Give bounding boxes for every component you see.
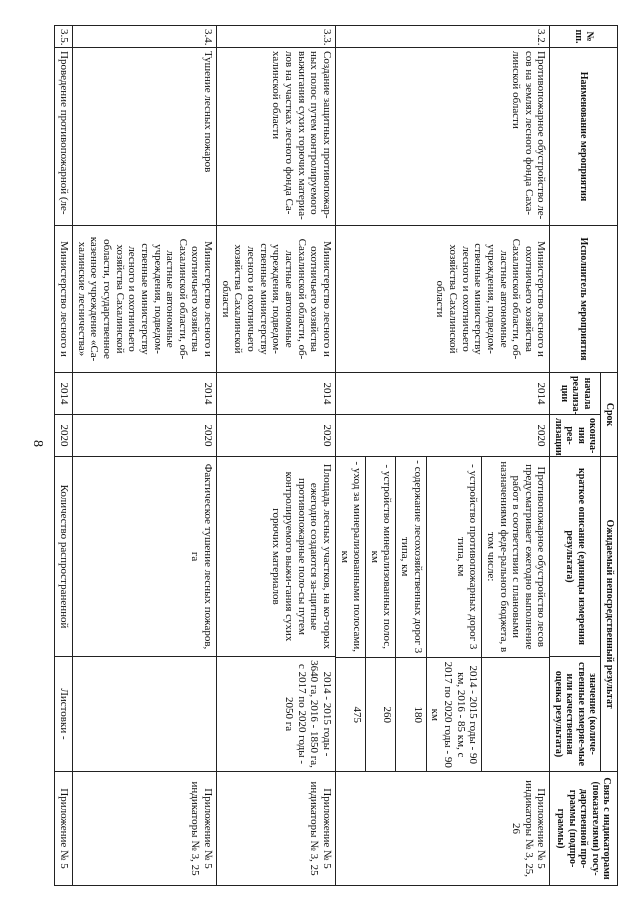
result-desc: Площадь лесных участков, на ко-торых ежегодно создаются за-щитные противопожарные поло-сы путем контролируемого выжи-гания сухих горючих материалов [217, 457, 336, 657]
row-indicator: Приложение № 5 индикаторы № 3, 25, 26 [335, 772, 550, 886]
result-value: 475 [336, 657, 366, 772]
row-end: 2020 [217, 415, 336, 457]
result-value [482, 657, 550, 772]
header-result-value: значение (количе-ственные измеряе-мые или качественная оценка результата) [550, 657, 601, 772]
result-desc: - содержание лесохозяйственных дорог 3 типа, км [396, 457, 426, 657]
row-executor: Министерство лесного и [55, 226, 73, 373]
result-value: 180 [396, 657, 426, 772]
row-name: Проведение противопожарной (ле- [55, 48, 73, 226]
result-subtable [336, 457, 550, 772]
header-executor: Исполнитель мероприятия [550, 226, 618, 373]
result-sub-row [366, 457, 396, 772]
table-row [217, 26, 336, 886]
row-num: 3.2. [335, 26, 550, 48]
header-result-desc: краткое описание (единицы измерения результата) [550, 457, 601, 657]
result-value: 2014 - 2015 годы - 3640 га, 2016 - 1850 га, с 2017 по 2020 годы - 2050 га [217, 657, 336, 772]
row-executor: Министерство лесного и охотничьего хозяйства Сахалинской области, об-ластные автономные учреждения, подведом-ственные министерству лесного и охотничьего хозяйства Сахалинской области, государственное казенное учреждение «Са-халинские лесничества» [73, 226, 217, 373]
row-name: Создание защитных противопожар-ных полос путем контролируемого выжигания сухих горючих материа-лов на участках лесного фонда Са-халинской области [217, 48, 336, 226]
row-end: 2020 [73, 415, 217, 457]
row-executor: Министерство лесного и охотничьего хозяйства Сахалинской области, об-ластные автономные учреждения, подведом-ственные министерству лесного и охотничьего хозяйства Сахалинской области [217, 226, 336, 373]
row-executor: Министерство лесного и охотничьего хозяйства Сахалинской области, об-ластные автономные учреждения, подведом-ственные министерству лесного и охотничьего хозяйства Сахалинской области [335, 226, 550, 373]
row-name: Противопожарное обустройство ле-сов на землях лесного фонда Саха-линской области [335, 48, 550, 226]
result-desc: Фактическое тушение лесных пожаров, га [73, 457, 217, 657]
result-sub-row [482, 457, 550, 772]
table-row [335, 26, 550, 886]
row-start: 2014 [335, 373, 550, 415]
result-sub-row [426, 457, 482, 772]
result-value: 260 [366, 657, 396, 772]
result-desc: Противопожарное обустройство лесов предусматривает ежегодно выполнение работ в соответствии с плановыми назначениями феде-рального бюджета, в том числе: [484, 461, 548, 653]
result-sub-row [396, 457, 426, 772]
row-indicator: Приложение № 5 индикаторы № 3, 25 [217, 772, 336, 886]
result-value: Листовки - [55, 657, 73, 772]
row-num: 3.4. [73, 26, 217, 48]
table-row [55, 26, 73, 886]
row-result [335, 457, 550, 772]
row-start: 2014 [73, 373, 217, 415]
row-start: 2014 [217, 373, 336, 415]
header-term-end: оконча-ния реа-лизации [550, 415, 601, 457]
header-indicator: Связь с индикаторами (показателями) госу-дарственной про-граммы (подпро-граммы) [550, 772, 618, 886]
rotated-table-page [58, 25, 618, 885]
result-value [73, 657, 217, 772]
row-name: Тушение лесных пожаров [73, 48, 217, 226]
result-desc: - устройство противопожарных дорог 3 типа, км [426, 457, 482, 657]
table-row [73, 26, 217, 886]
result-desc: - устройство минерализованных полос, км [366, 457, 396, 657]
page-number: 8 [30, 440, 45, 447]
row-indicator: Приложение № 5 индикаторы № 3, 25 [73, 772, 217, 886]
header-result: Ожидаемый непосредственный результат [601, 457, 618, 772]
result-value: 2014 - 2015 годы - 90 км, 2016 - 85 км, с 2017 по 2020 годы - 90 км [426, 657, 482, 772]
measures-table [54, 25, 618, 886]
row-num: 3.5. [55, 26, 73, 48]
row-num: 3.3. [217, 26, 336, 48]
header-name: Наименование мероприятия [550, 48, 618, 226]
row-end: 2020 [55, 415, 73, 457]
header-num: № пп. [550, 26, 618, 48]
result-desc: Количество распространенной [55, 457, 73, 657]
result-sub-row [336, 457, 366, 772]
row-indicator: Приложение № 5 [55, 772, 73, 886]
result-desc: - уход за минерализованными полосами, км [336, 457, 366, 657]
header-row-1 [601, 26, 618, 886]
row-end: 2020 [335, 415, 550, 457]
header-term: Срок [601, 373, 618, 457]
row-start: 2014 [55, 373, 73, 415]
header-term-start: начала реализа-ции [550, 373, 601, 415]
